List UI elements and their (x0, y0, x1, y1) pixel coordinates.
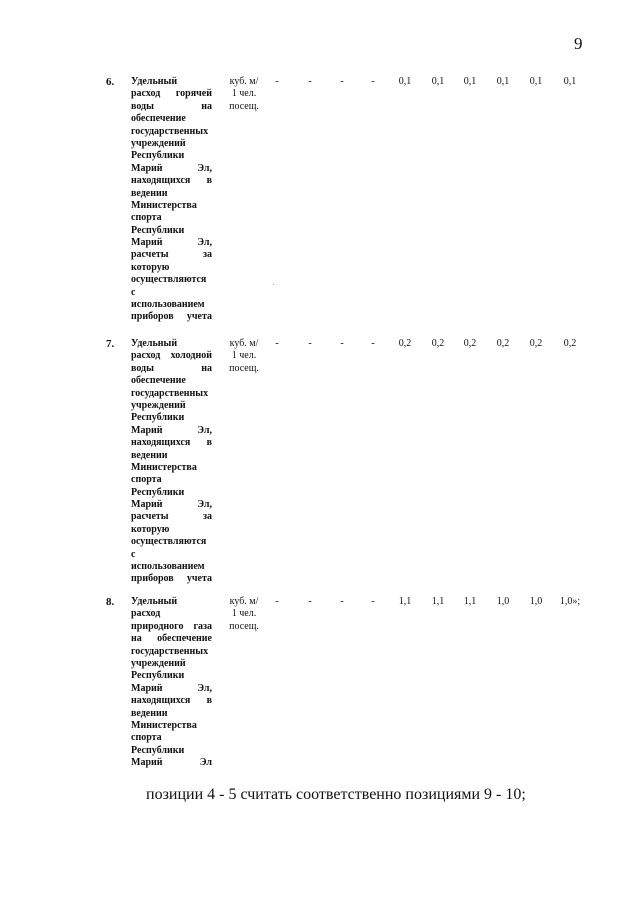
value-cell: - (275, 596, 279, 607)
value-cell: - (340, 596, 344, 607)
value-cell: - (340, 338, 344, 349)
description-line: на обеспечение (131, 633, 212, 645)
value-cell: 1,0 (529, 596, 543, 607)
description-line: ведении (131, 187, 168, 199)
description-line: находящихся в (131, 695, 212, 707)
value-cell: 0,2 (463, 338, 477, 349)
description-line: воды на (131, 100, 212, 112)
description-line: государственных (131, 387, 209, 399)
value-cell: 0,1 (529, 76, 543, 87)
description-line: Республики (131, 670, 185, 682)
row-description (131, 76, 212, 324)
description-line: Министерства (131, 719, 197, 731)
unit-line: куб. м/ (229, 76, 259, 87)
value-cell: 1,1 (431, 596, 445, 607)
value-cell: 0,2 (563, 338, 577, 349)
description-line: ведении (131, 449, 168, 461)
row-unit (222, 76, 266, 113)
description-line: находящихся в (131, 175, 212, 187)
description-line: расчеты за (131, 249, 212, 261)
description-line: которую (131, 261, 170, 273)
description-line: Республики (131, 150, 185, 162)
description-line: учреждений (131, 137, 186, 149)
unit-line: посещ. (229, 362, 259, 374)
unit-line: посещ. (229, 100, 259, 112)
value-cell: - (371, 76, 375, 87)
description-line: Удельный (131, 338, 178, 349)
value-cell: 1,1 (463, 596, 477, 607)
value-cell: 1,0 (496, 596, 510, 607)
description-line: Республики (131, 224, 185, 236)
value-cell: - (308, 76, 312, 87)
description-line: учреждений (131, 657, 186, 669)
unit-line: 1 чел. (231, 88, 257, 100)
description-line: природного газа (131, 620, 212, 632)
description-line: Марий Эл (131, 757, 212, 769)
description-line: приборов учета (131, 311, 212, 323)
description-line: Марий Эл, (131, 162, 212, 174)
row-description (131, 596, 212, 769)
description-line: Республики (131, 412, 185, 424)
value-cell: - (275, 338, 279, 349)
description-line: спорта (131, 732, 162, 744)
description-line: обеспечение (131, 113, 186, 125)
description-line: находящихся в (131, 437, 212, 449)
description-line: воды на (131, 362, 212, 374)
description-line: с (131, 286, 136, 298)
value-cell: - (340, 76, 344, 87)
value-cell: 0,2 (431, 338, 445, 349)
value-cell: 0,2 (529, 338, 543, 349)
description-line: расход холодной (131, 350, 212, 362)
description-line: Удельный (131, 76, 178, 87)
row-number: 8. (106, 596, 115, 608)
scan-speck (273, 284, 274, 285)
row-number: 7. (106, 338, 115, 350)
value-cell: 0,1 (431, 76, 445, 87)
unit-line: посещ. (229, 620, 259, 632)
value-cell: - (308, 338, 312, 349)
row-description (131, 338, 212, 586)
description-line: Марий Эл, (131, 499, 212, 511)
value-cell: 1,0»; (559, 596, 581, 607)
value-cell: 0,2 (398, 338, 412, 349)
description-line: Министерства (131, 461, 197, 473)
description-line: Марий Эл, (131, 237, 212, 249)
description-line: расход горячей (131, 88, 212, 100)
description-line: Марий Эл, (131, 424, 212, 436)
value-cell: 1,1 (398, 596, 412, 607)
value-cell: 0,1 (463, 76, 477, 87)
description-line: государственных (131, 125, 209, 137)
description-line: использованием (131, 561, 205, 573)
description-line: учреждений (131, 399, 186, 411)
description-line: Республики (131, 486, 185, 498)
value-cell: 0,1 (496, 76, 510, 87)
description-line: спорта (131, 474, 162, 486)
unit-line: куб. м/ (229, 596, 259, 607)
value-cell: - (275, 76, 279, 87)
value-cell: - (308, 596, 312, 607)
description-line: которую (131, 523, 170, 535)
description-line: осуществляются (131, 274, 207, 286)
description-line: осуществляются (131, 536, 207, 548)
value-cell: - (371, 338, 375, 349)
description-line: государственных (131, 645, 209, 657)
description-line: Марий Эл, (131, 682, 212, 694)
unit-line: 1 чел. (231, 608, 257, 620)
unit-line: 1 чел. (231, 350, 257, 362)
value-cell: - (371, 596, 375, 607)
value-cell: 0,1 (563, 76, 577, 87)
row-unit (222, 338, 266, 375)
description-line: Удельный (131, 596, 178, 607)
description-line: с (131, 548, 136, 560)
footer-text: позиции 4 - 5 считать соответственно позициями 9 - 10; (146, 786, 526, 803)
description-line: ведении (131, 707, 168, 719)
value-cell: 0,1 (398, 76, 412, 87)
row-number: 6. (106, 76, 115, 88)
page-number: 9 (574, 34, 583, 53)
description-line: Министерства (131, 199, 197, 211)
description-line: спорта (131, 212, 162, 224)
value-cell: 0,2 (496, 338, 510, 349)
description-line: приборов учета (131, 573, 212, 585)
row-unit (222, 596, 266, 633)
unit-line: куб. м/ (229, 338, 259, 349)
description-line: обеспечение (131, 375, 186, 387)
description-line: использованием (131, 299, 205, 311)
description-line: расход (131, 608, 161, 620)
description-line: Республики (131, 744, 185, 756)
description-line: расчеты за (131, 511, 212, 523)
